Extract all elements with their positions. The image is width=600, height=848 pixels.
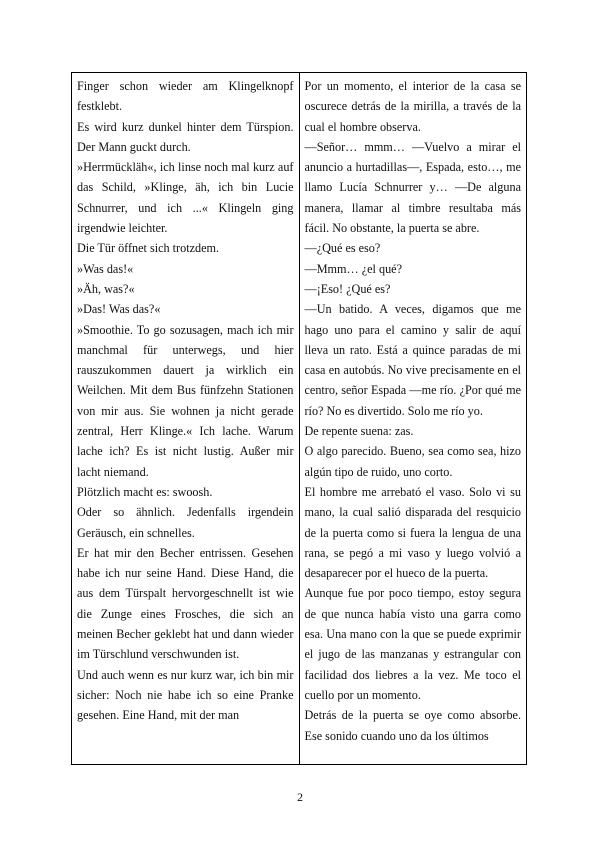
spanish-paragraph: Aunque fue por poco tiempo, estoy segura de que nunca había visto una garra como esa. Una mano con la que se puede exprimir el jugo de las manzanas y estrangular con facilidad dos liebres a la vez. Me toco el cuello por un momento.	[304, 586, 521, 702]
german-paragraph: Er hat mir den Becher entrissen. Gesehen habe ich nur seine Hand. Diese Hand, die aus dem Türspalt hervorgeschnellt ist wie die Zunge eines Frosches, die sich an meinen Becher geklebt hat und dann wieder im Türschlund verschwunden ist.	[77, 545, 294, 662]
spanish-paragraph: —Un batido. A veces, digamos que me hago uno para el camino y salir de aquí lleva un rato. Está a quince paradas de mi casa en autobús. No vive precisamente en el centro, señor Espada —me río. ¿Por qué me río? No es divertido. Solo me río yo.	[304, 302, 521, 418]
bilingual-text-table	[71, 72, 527, 765]
spanish-paragraph: O algo parecido. Bueno, sea como sea, hizo algún tipo de ruido, uno corto.	[304, 444, 521, 479]
german-paragraph: »Smoothie. To go sozusagen, mach ich mir manchmal für unterwegs, und hier rauszukommen dauert ja wirklich ein Weilchen. Mit dem Bus fünfzehn Stationen von mir aus. Sie wohnen ja nicht gerade zentral, Herr Klinge.« Ich lache. Warum lache ich? Es ist nicht lustig. Außer mir lacht niemand.	[77, 322, 294, 479]
spanish-column	[299, 73, 527, 765]
german-paragraph: »Herrmückläh«, ich linse noch mal kurz auf das Schild, »Klinge, äh, ich bin Lucie Schnurrer, und ich ...« Klingeln ging irgendwie leichter.	[77, 160, 294, 236]
german-paragraph: »Was das!«	[77, 261, 134, 276]
german-paragraph: Oder so ähnlich. Jedenfalls irgendein Geräusch, ein schnelles.	[77, 505, 294, 540]
german-paragraph: Plötzlich macht es: swoosh.	[77, 484, 213, 499]
spanish-paragraph: Detrás de la puerta se oye como absorbe. Ese sonido cuando uno da los últimos	[304, 708, 521, 743]
german-paragraph: »Äh, was?«	[77, 281, 135, 296]
page-number: 2	[297, 790, 303, 804]
german-paragraph: Und auch wenn es nur kurz war, ich bin mir sicher: Noch nie habe ich so eine Pranke gesehen. Eine Hand, mit der man	[77, 667, 294, 723]
german-paragraph: Finger schon wieder am Klingelknopf festklebt.	[77, 79, 294, 114]
spanish-paragraph: —¡Eso! ¿Qué es?	[304, 281, 391, 296]
spanish-paragraph: Por un momento, el interior de la casa se oscurece detrás de la mirilla, a través de la cual el hombre observa.	[304, 79, 521, 134]
spanish-paragraph: —Señor… mmm… —Vuelvo a mirar el anuncio a hurtadillas—, Espada, esto…, me llamo Lucía Schnurrer y… —De alguna manera, llamar al timbre resultaba más fácil. No obstante, la puerta se abre.	[304, 139, 521, 236]
german-paragraph: »Das! Was das?«	[77, 302, 161, 317]
german-paragraph: Die Tür öffnet sich trotzdem.	[77, 241, 220, 256]
table-row	[72, 73, 527, 765]
spanish-paragraph: De repente suena: zas.	[304, 424, 414, 439]
spanish-paragraph: —Mmm… ¿el qué?	[304, 261, 402, 276]
spanish-paragraph: El hombre me arrebató el vaso. Solo vi su mano, la cual salió disparada del resquicio de la puerta como si fuera la lengua de una rana, se pegó a mi vaso y luego volvió a desaparecer por el hueco de la puerta.	[304, 484, 521, 581]
spanish-paragraph: —¿Qué es eso?	[304, 241, 381, 256]
german-paragraph: Es wird kurz dunkel hinter dem Türspion. Der Mann guckt durch.	[77, 119, 294, 154]
german-column	[72, 73, 300, 765]
